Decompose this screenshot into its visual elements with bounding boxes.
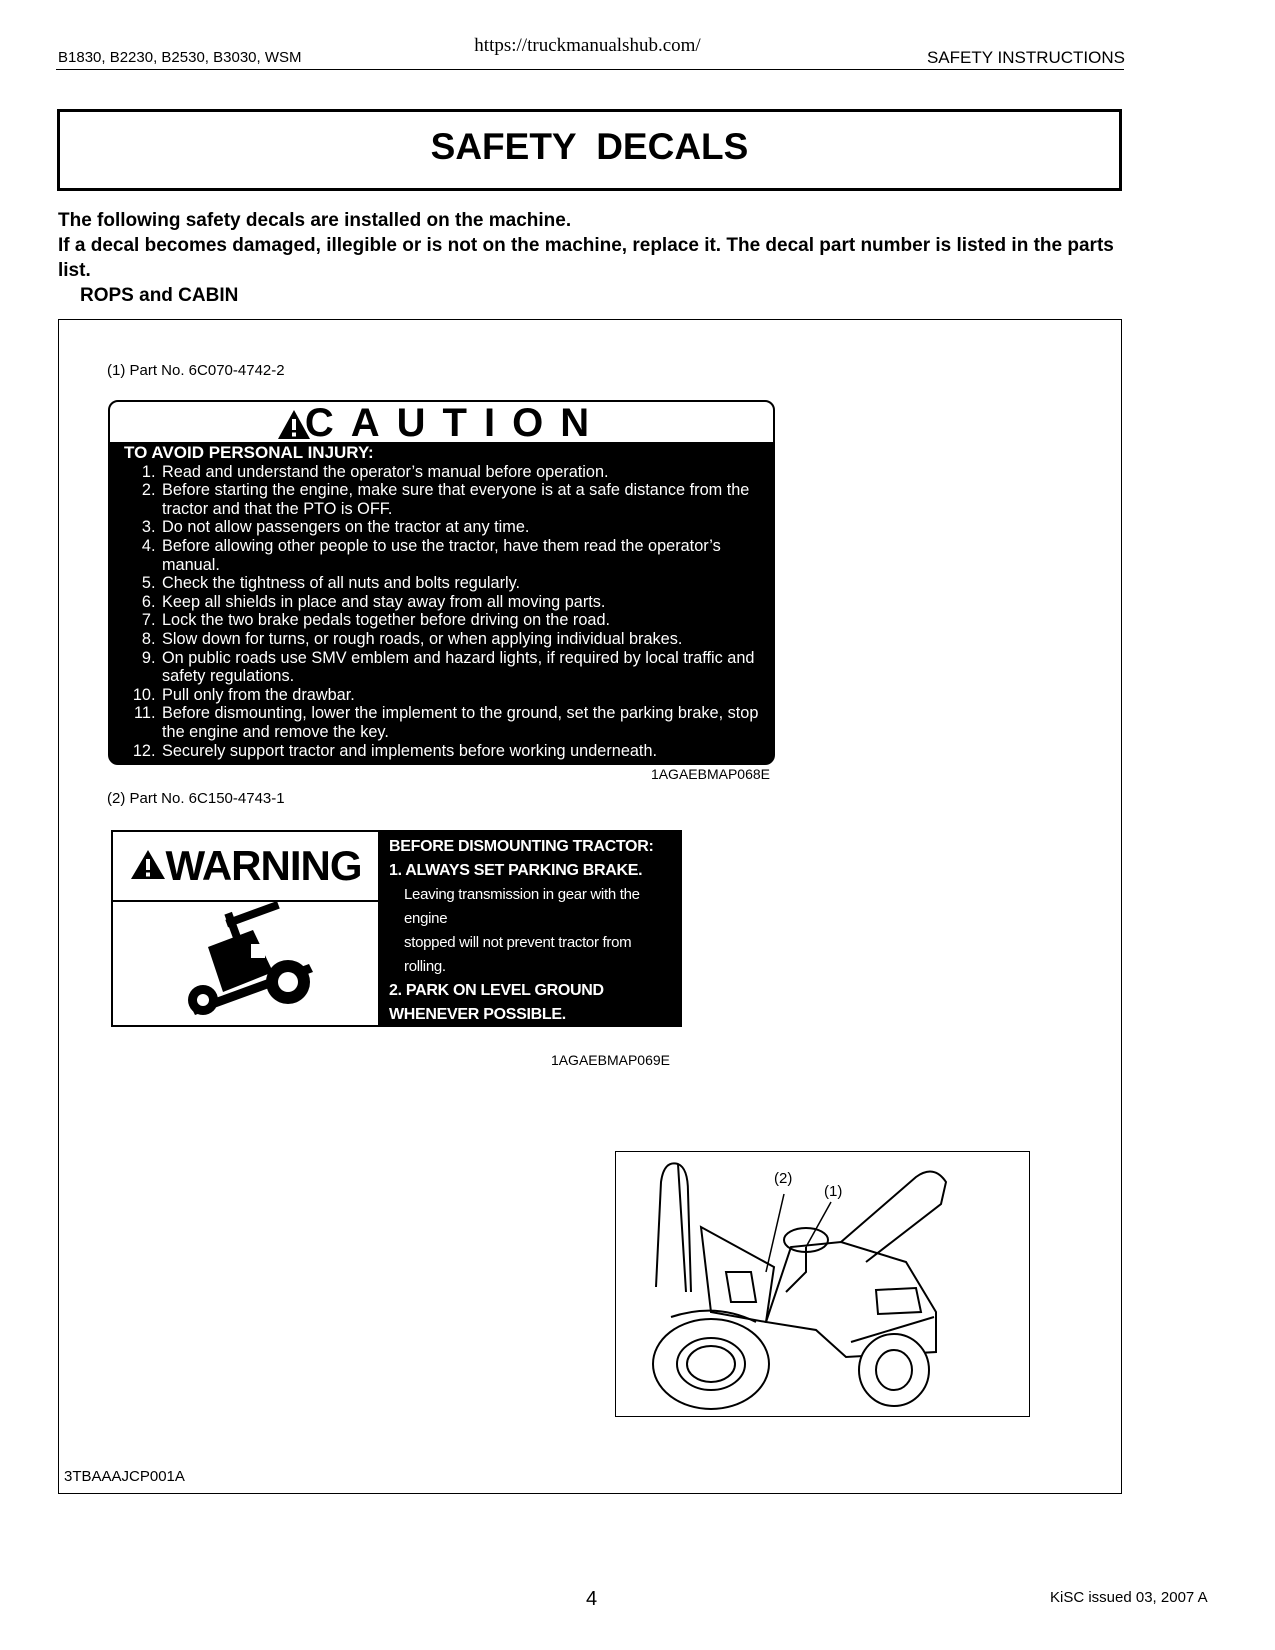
decal-1-code: 1AGAEBMAP068E (650, 766, 770, 782)
warning-heading: WARNING (165, 842, 362, 889)
caution-item: 5. Check the tightness of all nuts and bolts regularly. (160, 574, 763, 593)
intro-line-1: The following safety decals are installed on the machine. (58, 210, 572, 231)
warning-detail: across the slope. (404, 1054, 513, 1071)
warning-detail: stopped will not prevent tractor from rolling. (404, 934, 632, 975)
warning-item: 1. ALWAYS SET PARKING BRAKE. (389, 862, 643, 879)
decal-location-illustration (615, 1151, 1030, 1417)
tractor-rolling-pictogram (113, 902, 378, 1025)
warning-detail: Leaving transmission in gear with the engine (404, 886, 640, 927)
header-section-name: SAFETY INSTRUCTIONS (926, 48, 1125, 67)
warning-left-panel (113, 832, 381, 1025)
caution-item: 11. Before dismounting, lower the implement to the ground, set the parking brake, stop the engine and remove the key. (160, 704, 763, 741)
warning-title (113, 832, 378, 902)
caution-item: 4. Before allowing other people to use the tractor, have them read the operator’s manual. (160, 537, 763, 574)
caution-lead: TO AVOID PERSONAL INJURY: (124, 443, 374, 462)
caution-decal (108, 400, 775, 765)
caution-item: 2. Before starting the engine, make sure that everyone is at a safe distance from the tractor and that the PTO is OFF. (160, 481, 763, 518)
warning-detail: If parking on a slope, position tractor (404, 1030, 635, 1047)
warning-item: 3. LOWER ALL IMPLEMENTS TO THE GROUND. (389, 1078, 665, 1119)
caution-item: 7. Lock the two brake pedals together before driving on the road. (160, 611, 763, 630)
caution-item: 8. Slow down for turns, or rough roads, or when applying individual brakes. (160, 630, 763, 649)
caution-item: 3. Do not allow passengers on the tractor at any time. (160, 518, 763, 537)
caution-header (110, 401, 773, 445)
header-divider (56, 69, 1124, 70)
decal-1-caption: (1) Part No. 6C070-4742-2 (107, 362, 285, 379)
warning-triangle-icon (130, 842, 166, 890)
caution-item: 6. Keep all shields in place and stay away from all moving parts. (160, 593, 763, 612)
title-box (57, 109, 1122, 191)
section-heading: ROPS and CABIN (80, 285, 239, 306)
decal-2-code: 1AGAEBMAP069E (550, 1052, 670, 1068)
intro-line-2: If a decal becomes damaged, illegible or is not on the machine, replace it. The decal part number is listed in the parts list. (58, 235, 1114, 281)
caution-item: 10. Pull only from the drawbar. (160, 686, 763, 705)
warning-lead: BEFORE DISMOUNTING TRACTOR: (389, 838, 654, 855)
caution-item: 12. Securely support tractor and implements before working underneath. (160, 742, 763, 761)
warning-item: 2. PARK ON LEVEL GROUND WHENEVER POSSIBLE. (389, 982, 604, 1023)
figure-code: 3TBAAAJCP001A (64, 1468, 185, 1485)
decal-2-caption: (2) Part No. 6C150-4743-1 (107, 790, 285, 807)
caution-item: 9. On public roads use SMV emblem and hazard lights, if required by local traffic and safety regulations. (160, 649, 763, 686)
warning-item: 4. STOP THE ENGINE. (389, 1126, 551, 1143)
header-model-list: B1830, B2230, B2530, B3030, WSM (58, 49, 302, 66)
page-title: SAFETY DECALS (430, 126, 749, 167)
caution-body (110, 442, 773, 760)
issue-note: KiSC issued 03, 2007 A (1050, 1589, 1208, 1606)
page-number: 4 (586, 1588, 598, 1610)
source-url: https://truckmanualshub.com/ (474, 35, 701, 56)
callout-label-1: (1) (824, 1183, 843, 1200)
intro-text (58, 208, 1138, 308)
tractor-line-drawing (616, 1152, 1029, 1416)
caution-item: 1. Read and understand the operator’s manual before operation. (160, 463, 763, 482)
callout-label-2: (2) (774, 1170, 793, 1187)
caution-heading: CAUTION (304, 401, 607, 445)
caution-list (124, 463, 763, 761)
